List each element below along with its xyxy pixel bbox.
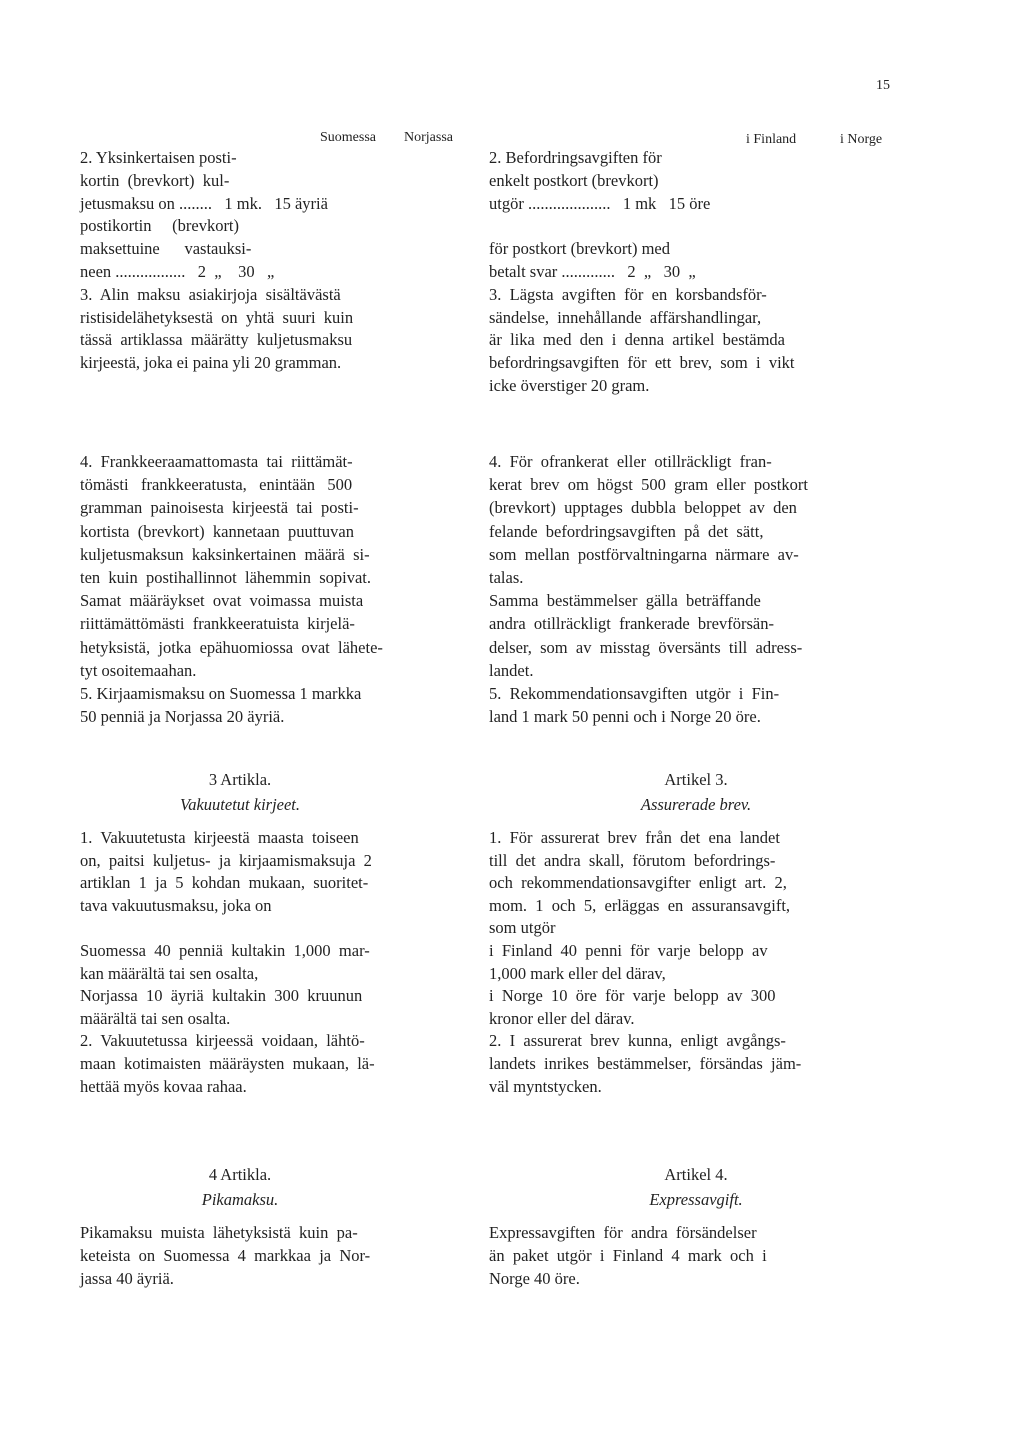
text-line: tyt osoitemaahan. xyxy=(80,660,197,680)
text-line: utgör .................... 1 mk 15 öre xyxy=(489,193,711,213)
text-line: gramman painoisesta kirjeestä tai posti- xyxy=(80,498,359,518)
text-line: 3. Alin maksu asiakirjoja sisältävästä xyxy=(80,284,341,304)
text-line: Pikamaksu muista lähetyksistä kuin pa- xyxy=(80,1223,358,1242)
text-line: 4. För ofrankerat eller otillräckligt fran- xyxy=(489,452,772,471)
text-line: tava vakuutusmaksu, joka on xyxy=(80,895,272,915)
text-line: keteista on Suomessa 4 markkaa ja Nor- xyxy=(80,1246,371,1265)
text-line: maksettuine vastauksi- xyxy=(80,239,252,259)
text-line: 1. Vakuutetusta kirjeestä maasta toiseen xyxy=(80,828,359,847)
text-line: betalt svar ............. 2 „ 30 „ xyxy=(489,262,696,281)
text-line: kan määrältä tai sen osalta, xyxy=(80,963,259,983)
text-line: mom. 1 och 5, erläggas en assuransavgift, xyxy=(489,895,791,915)
text-line: Samma bestämmelser gälla beträffande xyxy=(489,591,761,611)
text-line: jassa 40 äyriä. xyxy=(80,1269,174,1288)
text-line: Norjassa 10 äyriä kultakin 300 kruunun xyxy=(80,986,363,1006)
text-line: väl myntstycken. xyxy=(489,1076,602,1096)
text-line: tässä artiklassa määrätty kuljetusmaksu xyxy=(80,330,353,350)
text-line: hetyksistä, jotka epähuomiossa ovat lähete- xyxy=(80,637,383,657)
text-line: Norge 40 öre. xyxy=(489,1269,580,1288)
swedish-article3-subtitle: Assurerade brev. xyxy=(640,795,752,814)
finnish-article3-title: 3 Artikla. xyxy=(208,770,272,789)
text-line: land 1 mark 50 penni och i Norge 20 öre. xyxy=(489,707,761,727)
text-line: i Norge 10 öre för varje belopp av 300 xyxy=(489,986,776,1006)
text-line: neen ................. 2 „ 30 „ xyxy=(80,262,275,281)
text-line: och rekommendationsavgifter enligt art. 2, xyxy=(489,873,787,893)
text-line: för postkort (brevkort) med xyxy=(489,239,670,259)
col-header-i-norge: i Norge xyxy=(840,132,883,147)
text-line: 3. Lägsta avgiften för en korsbandsför- xyxy=(489,284,767,304)
text-line: kerat brev om högst 500 gram eller postkort xyxy=(489,475,808,495)
text-line: kuljetusmaksun kaksinkertainen määrä si- xyxy=(80,544,370,564)
text-line: felande befordringsavgiften på det sätt, xyxy=(489,521,764,541)
text-line: tömästi frankkeeratusta, enintään 500 xyxy=(80,475,353,495)
text-line: som utgör xyxy=(489,918,556,938)
text-line: hettää myös kovaa rahaa. xyxy=(80,1076,247,1096)
page-number: 15 xyxy=(876,78,890,93)
text-line: 2. Yksinkertaisen posti- xyxy=(80,148,237,167)
text-line: on, paitsi kuljetus- ja kirjaamismaksuja 2 xyxy=(80,850,372,870)
text-line: 50 penniä ja Norjassa 20 äyriä. xyxy=(80,707,285,727)
swedish-article4-title: Artikel 4. xyxy=(664,1165,728,1184)
text-line: befordringsavgiften för ett brev, som i vikt xyxy=(489,353,795,373)
text-line: ristisidelähetyksestä on yhtä suuri kuin xyxy=(80,307,354,327)
finnish-article4-subtitle: Pikamaksu. xyxy=(201,1190,279,1209)
text-line: Expressavgiften för andra försändelser xyxy=(489,1223,757,1242)
text-line: än paket utgör i Finland 4 mark och i xyxy=(489,1246,767,1265)
finnish-article4-title: 4 Artikla. xyxy=(208,1165,272,1184)
text-line: till det andra skall, förutom befordrings- xyxy=(489,850,776,870)
text-line: kortin (brevkort) kul- xyxy=(80,170,230,190)
text-line: maan kotimaisten määräysten mukaan, lä- xyxy=(80,1054,375,1073)
text-line: 5. Rekommendationsavgiften utgör i Fin- xyxy=(489,684,780,703)
text-line: 2. I assurerat brev kunna, enligt avgångs- xyxy=(489,1031,786,1051)
text-line: i Finland 40 penni för varje belopp av xyxy=(489,941,768,960)
text-line: icke överstiger 20 gram. xyxy=(489,376,650,395)
text-line: riittämättömästi frankkeeratuista kirjelä- xyxy=(80,614,355,634)
text-line: määrältä tai sen osalta. xyxy=(80,1008,231,1028)
text-line: 2. Befordringsavgiften för xyxy=(489,148,662,167)
text-line: är lika med den i denna artikel bestämda xyxy=(489,330,785,350)
text-line: jetusmaksu on ........ 1 mk. 15 äyriä xyxy=(80,193,328,213)
text-line: som mellan postförvaltningarna närmare av- xyxy=(489,544,799,564)
text-line: kortista (brevkort) kannetaan puuttuvan xyxy=(80,521,354,541)
text-line: Suomessa 40 penniä kultakin 1,000 mar- xyxy=(80,941,370,960)
text-line: delser, som av misstag översänts till adress- xyxy=(489,637,803,657)
swedish-article4-subtitle: Expressavgift. xyxy=(649,1190,743,1209)
text-line: kirjeestä, joka ei paina yli 20 gramman. xyxy=(80,353,342,373)
text-line: andra otillräckligt frankerade brevförsän- xyxy=(489,614,774,634)
text-line: ten kuin postihallinnot lähemmin sopivat. xyxy=(80,568,372,587)
col-header-norjassa: Norjassa xyxy=(404,130,453,145)
text-line: sändelse, innehållande affärshandlingar, xyxy=(489,307,762,327)
text-line: landet. xyxy=(489,660,534,680)
col-header-suomessa: Suomessa xyxy=(320,130,376,145)
text-line: kronor eller del därav. xyxy=(489,1008,635,1028)
text-line: 5. Kirjaamismaksu on Suomessa 1 markka xyxy=(80,684,362,703)
text-line: 2. Vakuutetussa kirjeessä voidaan, lähtö- xyxy=(80,1031,365,1051)
text-line: talas. xyxy=(489,568,524,587)
text-line: Samat määräykset ovat voimassa muista xyxy=(80,591,364,611)
text-line: artiklan 1 ja 5 kohdan mukaan, suoritet- xyxy=(80,873,369,893)
text-line: landets inrikes bestämmelser, försändas jäm- xyxy=(489,1054,802,1073)
text-line: enkelt postkort (brevkort) xyxy=(489,170,659,190)
text-line: 4. Frankkeeraamattomasta tai riittämät- xyxy=(80,452,353,471)
text-line: postikortin (brevkort) xyxy=(80,216,240,236)
text-line: 1. För assurerat brev från det ena landet xyxy=(489,828,780,847)
swedish-article3-title: Artikel 3. xyxy=(664,770,728,789)
col-header-i-finland: i Finland xyxy=(746,132,797,147)
text-line: 1,000 mark eller del därav, xyxy=(489,963,666,983)
text-line: (brevkort) upptages dubbla beloppet av den xyxy=(489,498,797,518)
finnish-article3-subtitle: Vakuutetut kirjeet. xyxy=(179,795,301,814)
